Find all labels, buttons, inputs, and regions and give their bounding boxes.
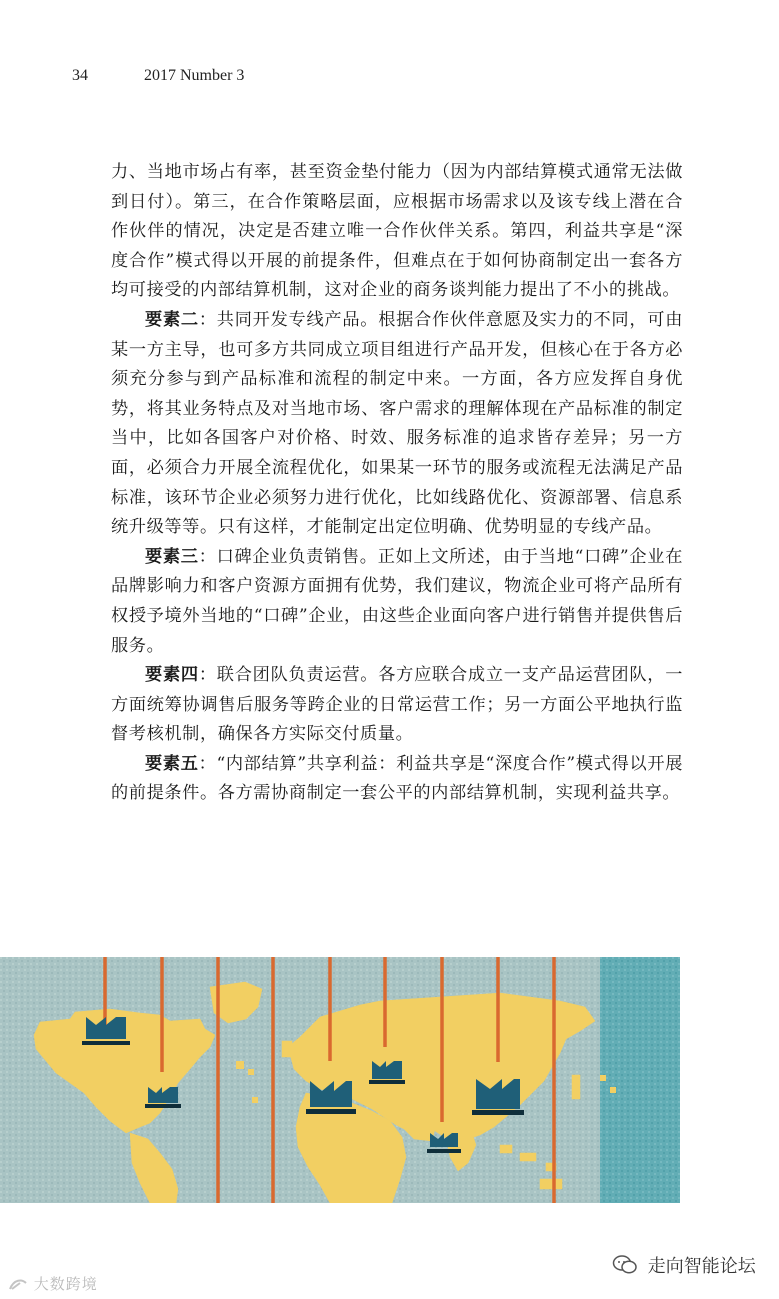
wechat-icon [612, 1254, 638, 1276]
element-5-label: 要素五 [145, 753, 199, 774]
watermark-left [8, 1273, 98, 1294]
paragraph-element-5 [111, 750, 683, 809]
watermark-left-text: 大数跨境 [33, 1275, 98, 1293]
paragraph-continued: 力、当地市场占有率，甚至资金垫付能力（因为内部结算模式通常无法做到日付）。第三，在合作策略层面，应根据市场需求以及该专线上潜在合作伙伴的情况，决定是否建立唯一合作伙伴关系。第四，利益共享是“深度合作”模式得以开展的前提条件，但难点在于如何协商制定出一套各方均可接受的内部结算机制，这对企业的商务谈判能力提出了不小的挑战。 [111, 162, 683, 301]
watermark-right-text: 走向智能论坛 [647, 1256, 756, 1277]
element-3-text: ：口碑企业负责销售。正如上文所述，由于当地“口碑”企业在品牌影响力和客户资源方面拥有优势，我们建议，物流企业可将产品所有权授予境外当地的“口碑”企业，由这些企业面向客户进行销售并提供售后服务。 [111, 546, 683, 656]
island-4 [540, 1179, 562, 1189]
factory-icon [427, 1133, 461, 1153]
element-4-text: ：联合团队负责运营。各方应联合成立一支产品运营团队，一方面统筹协调售后服务等跨企业的日常运营工作；另一方面公平地执行监督考核机制，确保各方实际交付质量。 [111, 665, 684, 745]
element-4-label: 要素四 [145, 665, 199, 686]
uk-land [282, 1041, 292, 1057]
paragraph-element-4 [111, 661, 683, 750]
element-2-text: ：共同开发专线产品。根据合作伙伴意愿及实力的不同，可由某一方主导，也可多方共同成立项目组进行产品开发，但核心在于各方必须充分参与到产品标准和流程的制定中来。一方面，各方应发挥自身优势，将其业务特点及对当地市场、客户需求的理解体现在产品标准的制定当中，比如各国客户对价格、时效、服务标准的追求皆存差异；另一方面，必须合力开展全流程优化，如果某一环节的服务或流程无法满足产品标准，该环节企业必须努力进行优化，比如线路优化、资源部署、信息系统升级等等。只有这样，才能制定出定位明确、优势明显的专线产品。 [111, 309, 684, 538]
element-2-label: 要素二 [145, 309, 199, 330]
island-1 [500, 1145, 512, 1153]
element-5-text: ：“内部结算”共享利益：利益共享是“深度合作”模式得以开展的前提条件。各方需协商制定一套公平的内部结算机制，实现利益共享。 [111, 753, 683, 804]
island-2 [520, 1153, 536, 1161]
article-body [111, 158, 683, 809]
ocean-deep-edge [600, 957, 680, 1203]
page-header [72, 67, 244, 85]
brand-logo-icon [8, 1277, 28, 1291]
world-map-illustration [0, 957, 680, 1203]
issue-label: 2017 Number 3 [144, 67, 245, 84]
japan-land [572, 1075, 580, 1099]
page-number: 34 [72, 67, 88, 84]
paragraph-element-3 [111, 543, 683, 661]
element-3-label: 要素三 [145, 546, 199, 567]
factory-icon [306, 1081, 356, 1114]
paragraph-element-2 [111, 306, 683, 543]
watermark-right [612, 1252, 756, 1278]
